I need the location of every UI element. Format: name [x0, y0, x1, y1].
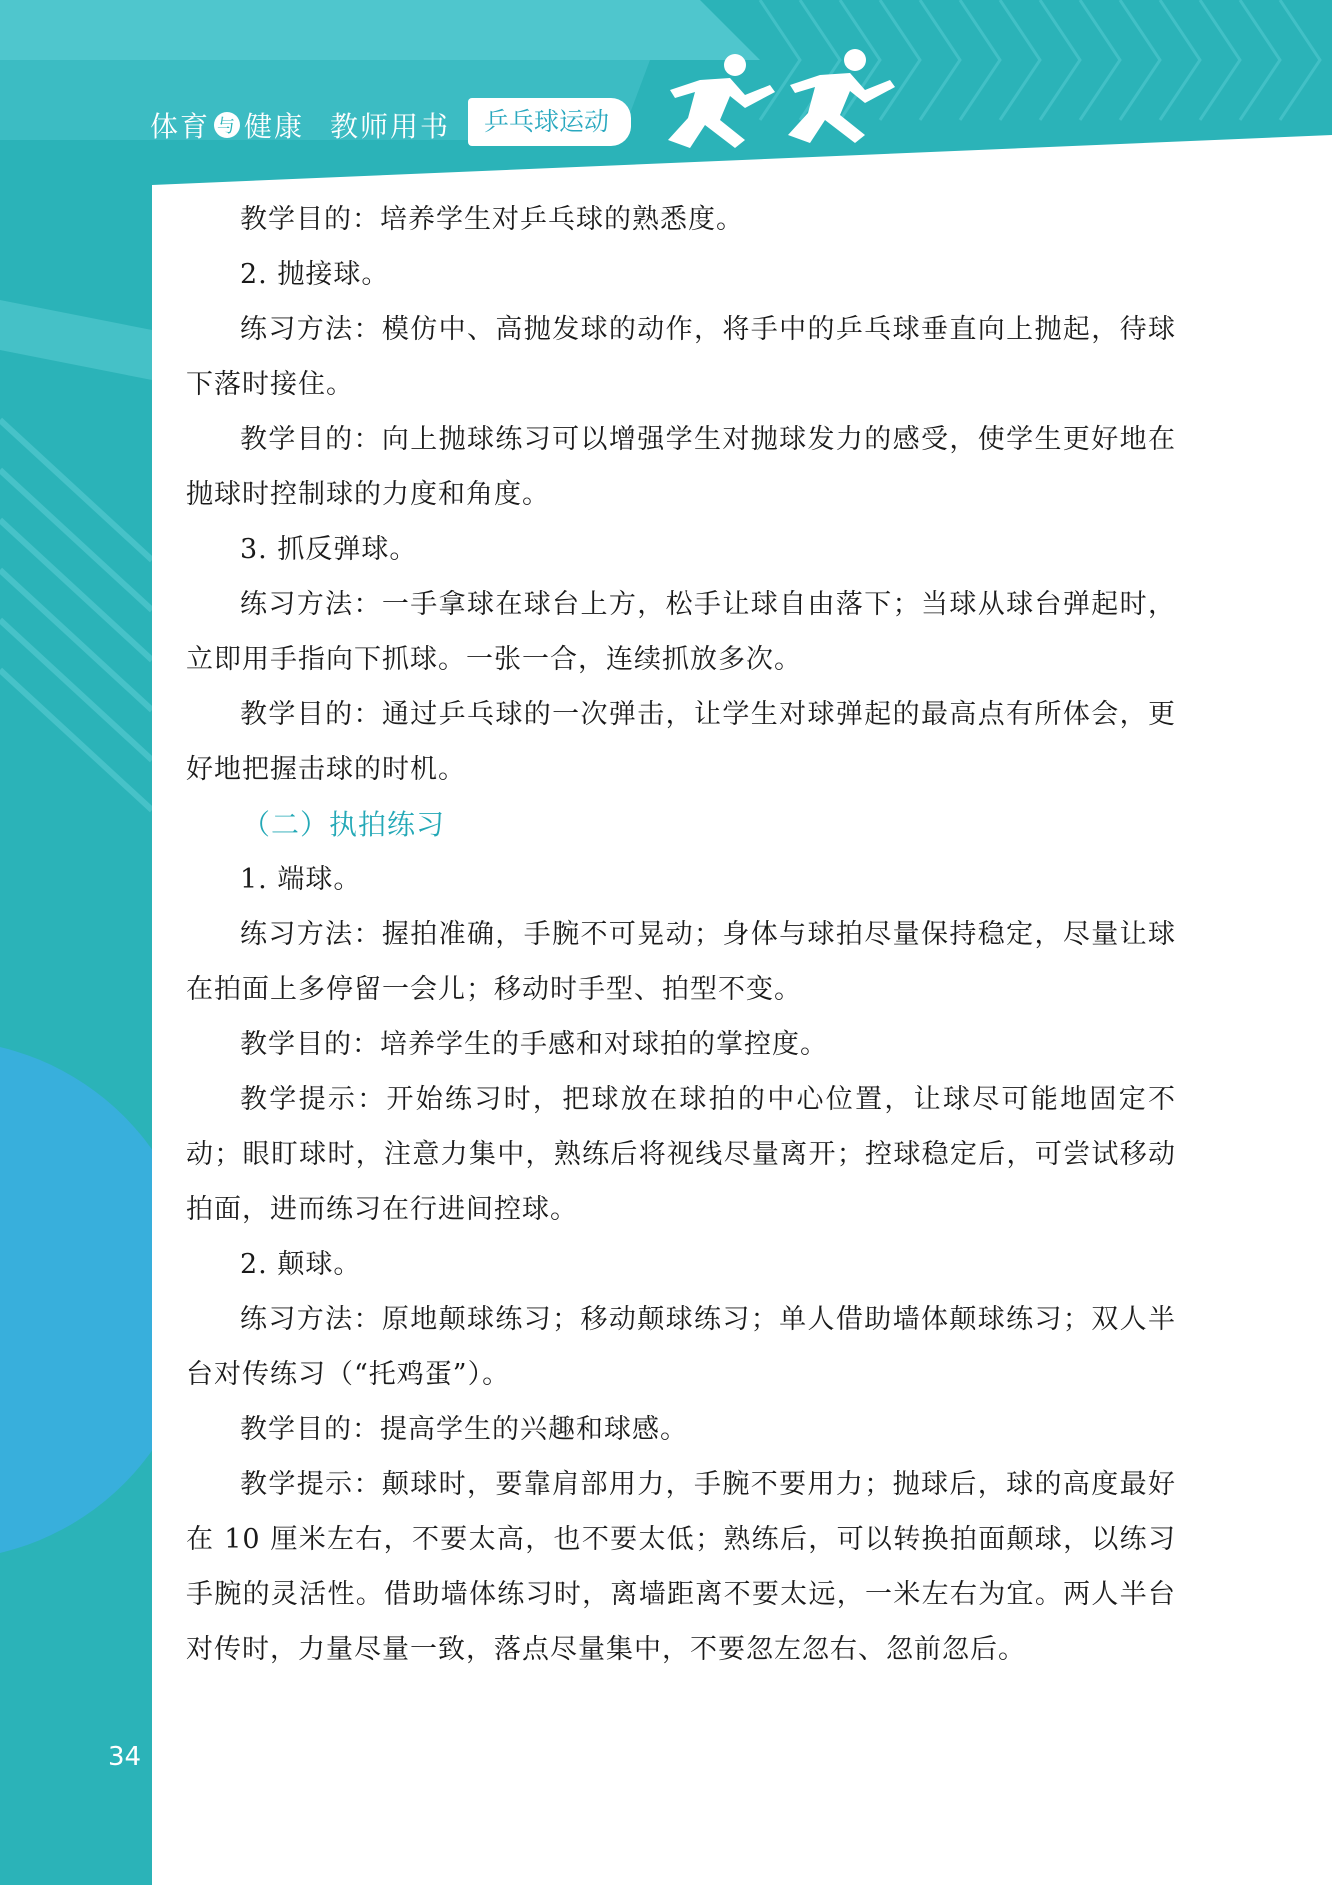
paragraph: 教学目的：通过乒乓球的一次弹击，让学生对球弹起的最高点有所体会，更好地把握击球的时机。: [186, 699, 1176, 785]
page-number: 34: [108, 1742, 142, 1772]
paragraph: 教学目的：向上抛球练习可以增强学生对抛球发力的感受，使学生更好地在抛球时控制球的力度和角度。: [186, 424, 1176, 510]
paragraph: 练习方法：一手拿球在球台上方，松手让球自由落下；当球从球台弹起时，立即用手指向下抓球。一张一合，连续抓放多次。: [186, 589, 1176, 675]
page-body: [186, 192, 1176, 1677]
paragraph: 2. 抛接球。: [240, 259, 390, 290]
paragraph: 教学提示：颠球时，要靠肩部用力，手腕不要用力；抛球后，球的高度最好在 10 厘米左右，不要太高，也不要太低；熟练后，可以转换拍面颠球，以练习手腕的灵活性。借助墙体练习时，离墙距离不要太远，一米左右为宜。两人半台对传时，力量尽量一致，落点尽量集中，不要忽左忽右、忽前忽后。: [186, 1469, 1176, 1665]
paragraph: 教学目的：培养学生对乒乓球的熟悉度。: [240, 204, 744, 235]
section-heading: （二）执拍练习: [242, 808, 446, 841]
paragraph: 练习方法：握拍准确，手腕不可晃动；身体与球拍尽量保持稳定，尽量让球在拍面上多停留一会儿；移动时手型、拍型不变。: [186, 919, 1176, 1005]
paragraph: 3. 抓反弹球。: [240, 534, 418, 565]
book-title: [150, 105, 450, 145]
paragraph: 教学目的：培养学生的手感和对球拍的掌控度。: [240, 1029, 828, 1060]
chapter-badge: 乒乓球运动: [468, 98, 631, 146]
book-title-part2: 健康: [244, 110, 305, 143]
paragraph: 教学提示：开始练习时，把球放在球拍的中心位置，让球尽可能地固定不动；眼盯球时，注意力集中，熟练后将视线尽量离开；控球稳定后，可尝试移动拍面，进而练习在行进间控球。: [186, 1084, 1176, 1225]
paragraph: 教学目的：提高学生的兴趣和球感。: [240, 1414, 688, 1445]
paragraph: 2. 颠球。: [240, 1249, 362, 1280]
book-subtitle: 教师用书: [330, 110, 451, 143]
paragraph: 练习方法：模仿中、高抛发球的动作，将手中的乒乓球垂直向上抛起，待球下落时接住。: [186, 314, 1176, 400]
book-title-part1: 体育: [150, 110, 211, 143]
book-title-circle: 与: [214, 112, 240, 138]
paragraph: 练习方法：原地颠球练习；移动颠球练习；单人借助墙体颠球练习；双人半台对传练习（“托鸡蛋”）。: [186, 1304, 1176, 1390]
paragraph: 1. 端球。: [240, 864, 362, 895]
